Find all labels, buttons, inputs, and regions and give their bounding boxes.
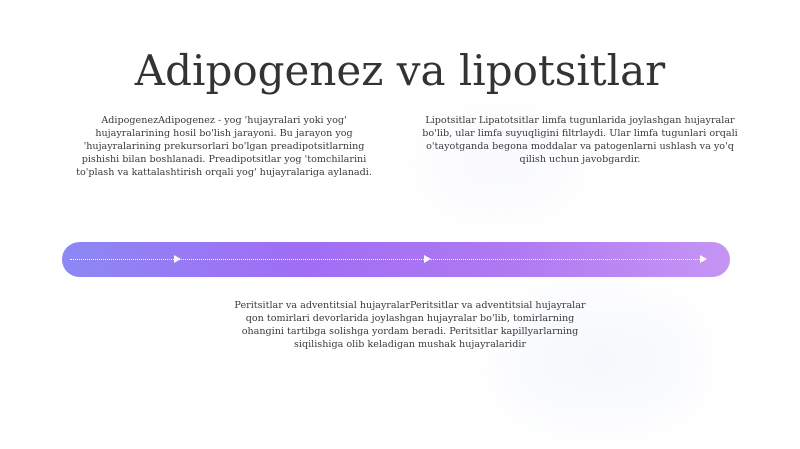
slide-title: Adipogenez va lipotsitlar xyxy=(134,46,666,96)
text-block-peritsitlar: Peritsitlar va adventitsial hujayralarPeritsitlar va adventitsial hujayralar qon tomirlari devorlarida joylashgan hujayralar bo'lib, tomirlarning ohangini tartibga solishga yordam beradi. Peritsitlar kapillyarlarning siqilishiga olib keladigan mushak hujayralaridir xyxy=(234,300,586,350)
timeline-bar xyxy=(62,242,730,277)
text-block-adipogenez: AdipogenezAdipogenez - yog 'hujayralari yoki yog' hujayralarining hosil bo'lish jarayoni. Bu jarayon yog 'hujayralarining prekursorlari bo'lgan preadipotsitlarning pishishi bilan boshlanadi. Preadipotsitlar yog 'tomchilarini to'plash va kattalashtirish orqali yog' hujayralariga aylanadi. xyxy=(76,115,372,178)
arrow-right-icon xyxy=(424,255,431,263)
arrow-right-icon xyxy=(700,255,707,263)
text-block-lipotsitlar: Lipotsitlar Lipatotsitlar limfa tugunlarida joylashgan hujayralar bo'lib, ular limfa suyuqligini filtrlaydi. Ular limfa tugunlari orqali o'tayotganda begona moddalar va patogenlarni ushlash va yo'q qilish uchun javobgardir. xyxy=(422,115,738,165)
arrow-right-icon xyxy=(174,255,181,263)
timeline-dotted-line xyxy=(70,259,704,260)
